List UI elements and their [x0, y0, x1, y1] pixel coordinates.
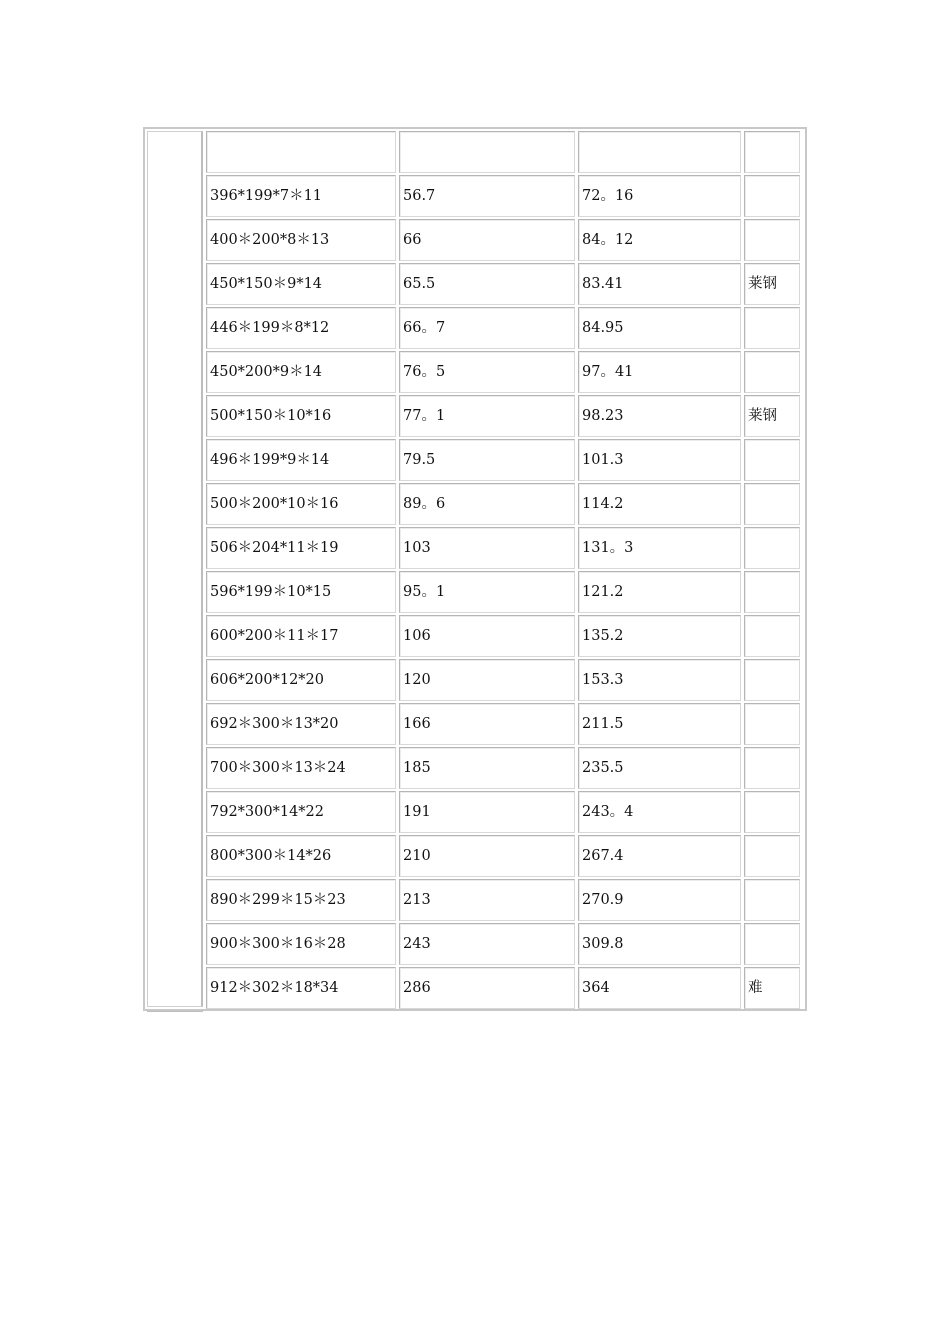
weight-cell: 76。5 [399, 351, 575, 393]
area-cell: 83.41 [578, 263, 741, 305]
note-cell: 难 [744, 967, 800, 1009]
weight-cell: 243 [399, 923, 575, 965]
area-cell: 270.9 [578, 879, 741, 921]
area-cell: 153.3 [578, 659, 741, 701]
spec-cell: 506＊204*11＊19 [206, 527, 396, 569]
weight-cell: 56.7 [399, 175, 575, 217]
note-cell [744, 351, 800, 393]
spec-cell: 500*150＊10*16 [206, 395, 396, 437]
note-cell [744, 483, 800, 525]
note-cell [744, 439, 800, 481]
table-row [205, 174, 803, 218]
area-cell: 211.5 [578, 703, 741, 745]
weight-cell: 66。7 [399, 307, 575, 349]
table-grid [205, 130, 803, 1010]
note-cell [744, 879, 800, 921]
area-cell: 364 [578, 967, 741, 1009]
area-cell: 267.4 [578, 835, 741, 877]
table-row [205, 746, 803, 790]
area-cell: 114.2 [578, 483, 741, 525]
spec-cell: 700＊300＊13＊24 [206, 747, 396, 789]
table-row [205, 922, 803, 966]
spec-cell: 792*300*14*22 [206, 791, 396, 833]
weight-cell: 191 [399, 791, 575, 833]
weight-cell: 65.5 [399, 263, 575, 305]
note-cell [744, 747, 800, 789]
spec-cell: 500＊200*10＊16 [206, 483, 396, 525]
table-row [205, 702, 803, 746]
weight-cell: 166 [399, 703, 575, 745]
spec-cell: 900＊300＊16＊28 [206, 923, 396, 965]
note-cell [744, 923, 800, 965]
spec-table [143, 127, 807, 1011]
table-row [205, 482, 803, 526]
area-cell: 98.23 [578, 395, 741, 437]
spec-cell: 912＊302＊18*34 [206, 967, 396, 1009]
table-row [205, 790, 803, 834]
table-row [205, 834, 803, 878]
table-row [205, 614, 803, 658]
weight-cell: 103 [399, 527, 575, 569]
area-cell: 135.2 [578, 615, 741, 657]
table-row [205, 878, 803, 922]
weight-cell: 185 [399, 747, 575, 789]
table-row [205, 350, 803, 394]
note-cell [744, 703, 800, 745]
spec-cell: 606*200*12*20 [206, 659, 396, 701]
header-cell-weight [399, 131, 575, 173]
spec-cell: 596*199＊10*15 [206, 571, 396, 613]
note-cell: 莱钢 [744, 395, 800, 437]
note-cell: 莱钢 [744, 263, 800, 305]
weight-cell: 89。6 [399, 483, 575, 525]
area-cell: 243。4 [578, 791, 741, 833]
spec-cell: 692＊300＊13*20 [206, 703, 396, 745]
area-cell: 121.2 [578, 571, 741, 613]
table-row [205, 966, 803, 1010]
weight-cell: 210 [399, 835, 575, 877]
area-cell: 97。41 [578, 351, 741, 393]
spec-cell: 890＊299＊15＊23 [206, 879, 396, 921]
area-cell: 84。12 [578, 219, 741, 261]
table-row [205, 262, 803, 306]
note-cell [744, 307, 800, 349]
weight-cell: 95。1 [399, 571, 575, 613]
note-cell [744, 527, 800, 569]
weight-cell: 77。1 [399, 395, 575, 437]
weight-cell: 120 [399, 659, 575, 701]
spec-cell: 450*200*9＊14 [206, 351, 396, 393]
table-row [205, 526, 803, 570]
header-cell-area [578, 131, 741, 173]
weight-cell: 213 [399, 879, 575, 921]
note-cell [744, 219, 800, 261]
area-cell: 309.8 [578, 923, 741, 965]
table-row [205, 658, 803, 702]
spec-cell: 450*150＊9*14 [206, 263, 396, 305]
spec-cell: 400＊200*8＊13 [206, 219, 396, 261]
spec-cell: 600*200＊11＊17 [206, 615, 396, 657]
area-cell: 84.95 [578, 307, 741, 349]
note-cell [744, 615, 800, 657]
side-cell-bottom-rule [147, 1011, 203, 1012]
table-row [205, 570, 803, 614]
note-cell [744, 659, 800, 701]
table-row [205, 306, 803, 350]
spec-cell: 496＊199*9＊14 [206, 439, 396, 481]
table-row [205, 218, 803, 262]
spec-cell: 396*199*7＊11 [206, 175, 396, 217]
weight-cell: 106 [399, 615, 575, 657]
note-cell [744, 175, 800, 217]
table-row [205, 394, 803, 438]
note-cell [744, 571, 800, 613]
area-cell: 72。16 [578, 175, 741, 217]
header-cell-spec [206, 131, 396, 173]
weight-cell: 286 [399, 967, 575, 1009]
area-cell: 131。3 [578, 527, 741, 569]
spec-cell: 446＊199＊8*12 [206, 307, 396, 349]
spec-cell: 800*300＊14*26 [206, 835, 396, 877]
note-cell [744, 791, 800, 833]
table-row [205, 438, 803, 482]
area-cell: 101.3 [578, 439, 741, 481]
weight-cell: 79.5 [399, 439, 575, 481]
note-cell [744, 835, 800, 877]
table-header-row [205, 130, 803, 174]
merged-side-cell [147, 131, 203, 1007]
weight-cell: 66 [399, 219, 575, 261]
area-cell: 235.5 [578, 747, 741, 789]
header-cell-note [744, 131, 800, 173]
